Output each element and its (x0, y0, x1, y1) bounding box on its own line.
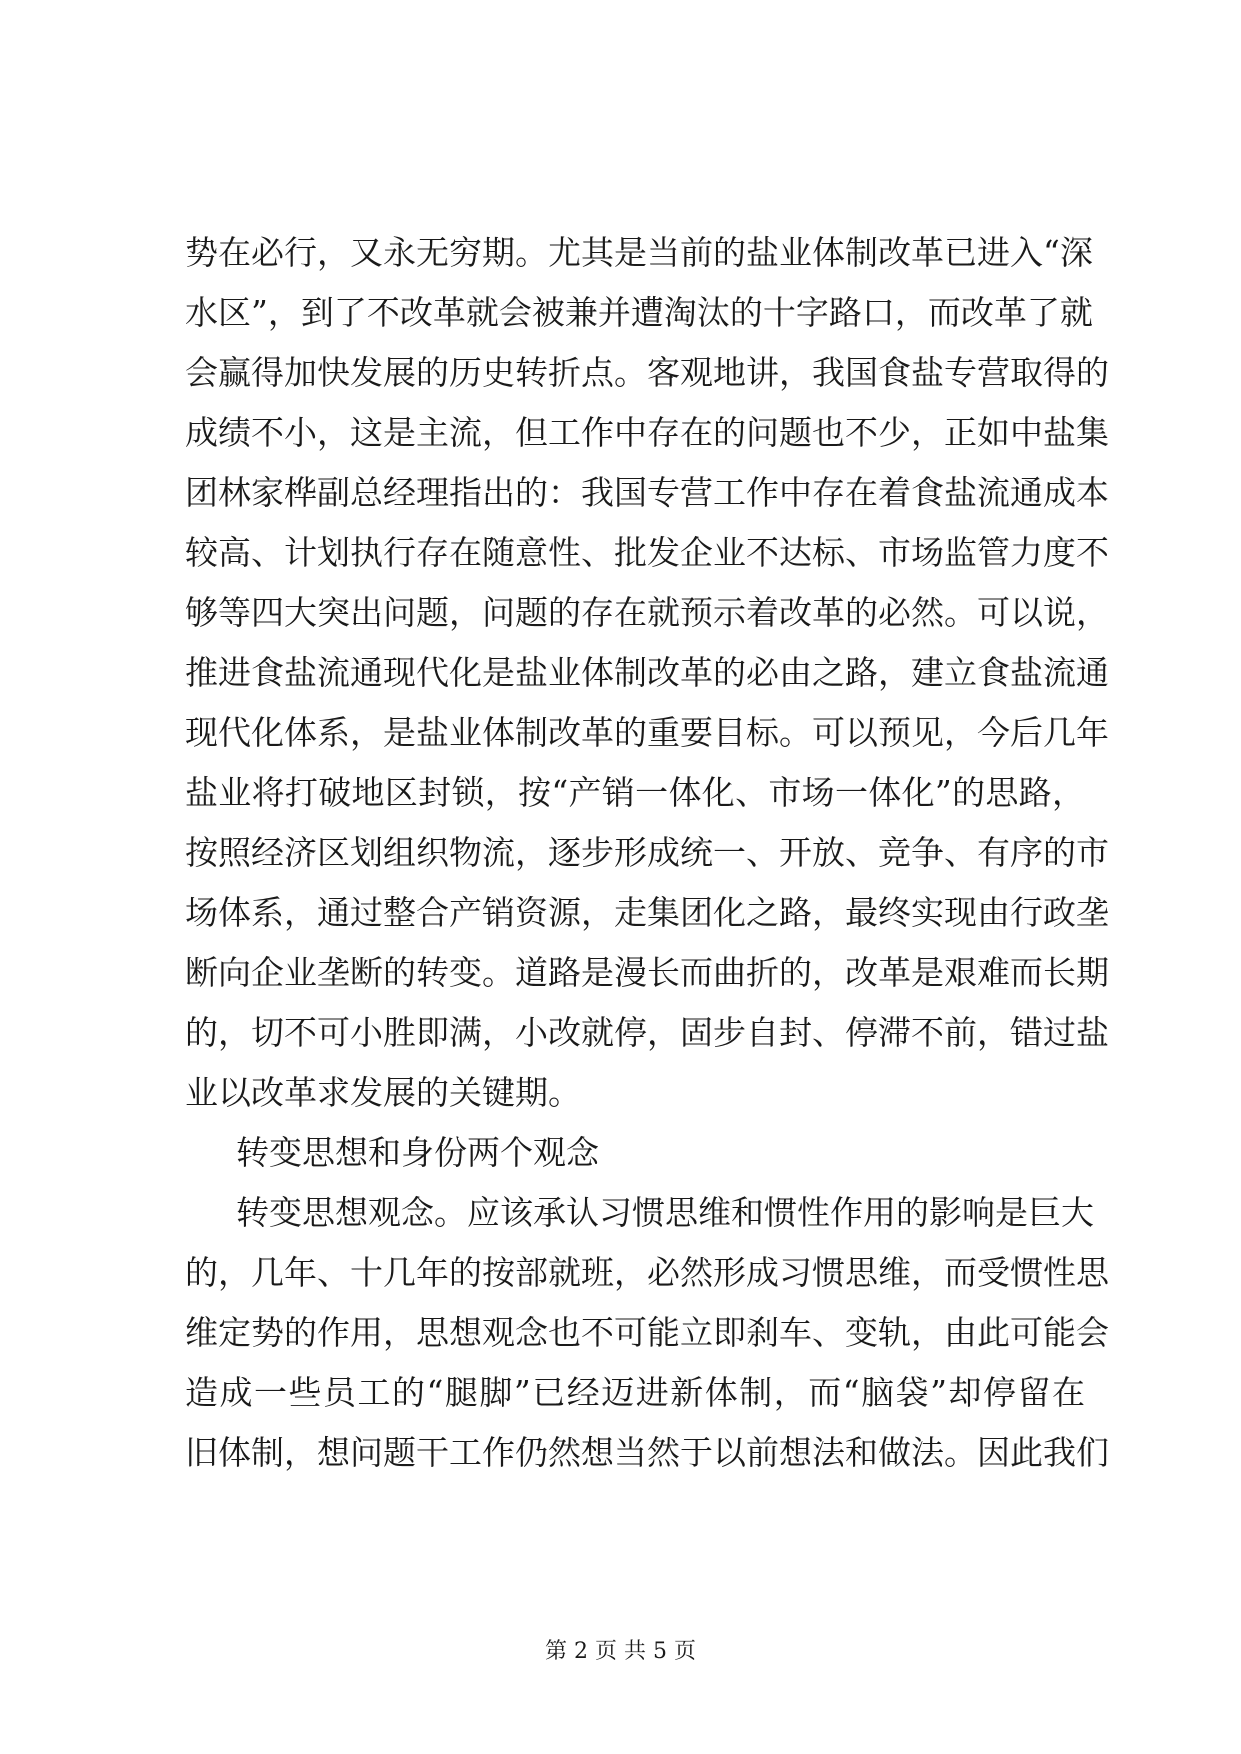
page-number-footer: 第 2 页 共 5 页 (545, 1639, 696, 1664)
body-line: 的，切不可小胜即满，小改就停，固步自封、停滞不前，错过盐 (185, 1013, 1109, 1052)
body-line: 旧体制，想问题干工作仍然想当然于以前想法和做法。因此我们 (185, 1433, 1109, 1472)
body-line: 业以改革求发展的关键期。 (185, 1073, 581, 1112)
body-line: 维定势的作用，思想观念也不可能立即刹车、变轨，由此可能会 (185, 1313, 1109, 1352)
body-line: 转变思想观念。应该承认习惯思维和惯性作用的影响是巨大 (236, 1193, 1094, 1232)
body-line: 较高、计划执行存在随意性、批发企业不达标、市场监管力度不 (185, 533, 1109, 572)
body-line: 断向企业垄断的转变。道路是漫长而曲折的，改革是艰难而长期 (185, 953, 1109, 992)
body-line: 成绩不小，这是主流，但工作中存在的问题也不少，正如中盐集 (185, 413, 1109, 452)
section-heading: 转变思想和身份两个观念 (236, 1133, 599, 1172)
body-line: 盐业将打破地区封锁，按“产销一体化、市场一体化”的思路， (185, 773, 1085, 812)
body-line: 够等四大突出问题，问题的存在就预示着改革的必然。可以说， (185, 593, 1109, 632)
body-line: 造成一些员工的“腿脚”已经迈进新体制，而“脑袋”却停留在 (185, 1373, 1085, 1412)
body-line: 场体系，通过整合产销资源，走集团化之路，最终实现由行政垄 (185, 893, 1109, 932)
body-line: 会赢得加快发展的历史转折点。客观地讲，我国食盐专营取得的 (185, 353, 1109, 392)
body-line: 的，几年、十几年的按部就班，必然形成习惯思维，而受惯性思 (185, 1253, 1109, 1292)
body-line: 团林家桦副总经理指出的：我国专营工作中存在着食盐流通成本 (185, 473, 1109, 512)
body-line: 推进食盐流通现代化是盐业体制改革的必由之路，建立食盐流通 (185, 653, 1109, 692)
body-line: 按照经济区划组织物流，逐步形成统一、开放、竞争、有序的市 (185, 833, 1109, 872)
body-line: 水区”，到了不改革就会被兼并遭淘汰的十字路口，而改革了就 (185, 293, 1093, 332)
body-line: 势在必行，又永无穷期。尤其是当前的盐业体制改革已进入“深 (185, 233, 1093, 272)
body-line: 现代化体系，是盐业体制改革的重要目标。可以预见，今后几年 (185, 713, 1109, 752)
